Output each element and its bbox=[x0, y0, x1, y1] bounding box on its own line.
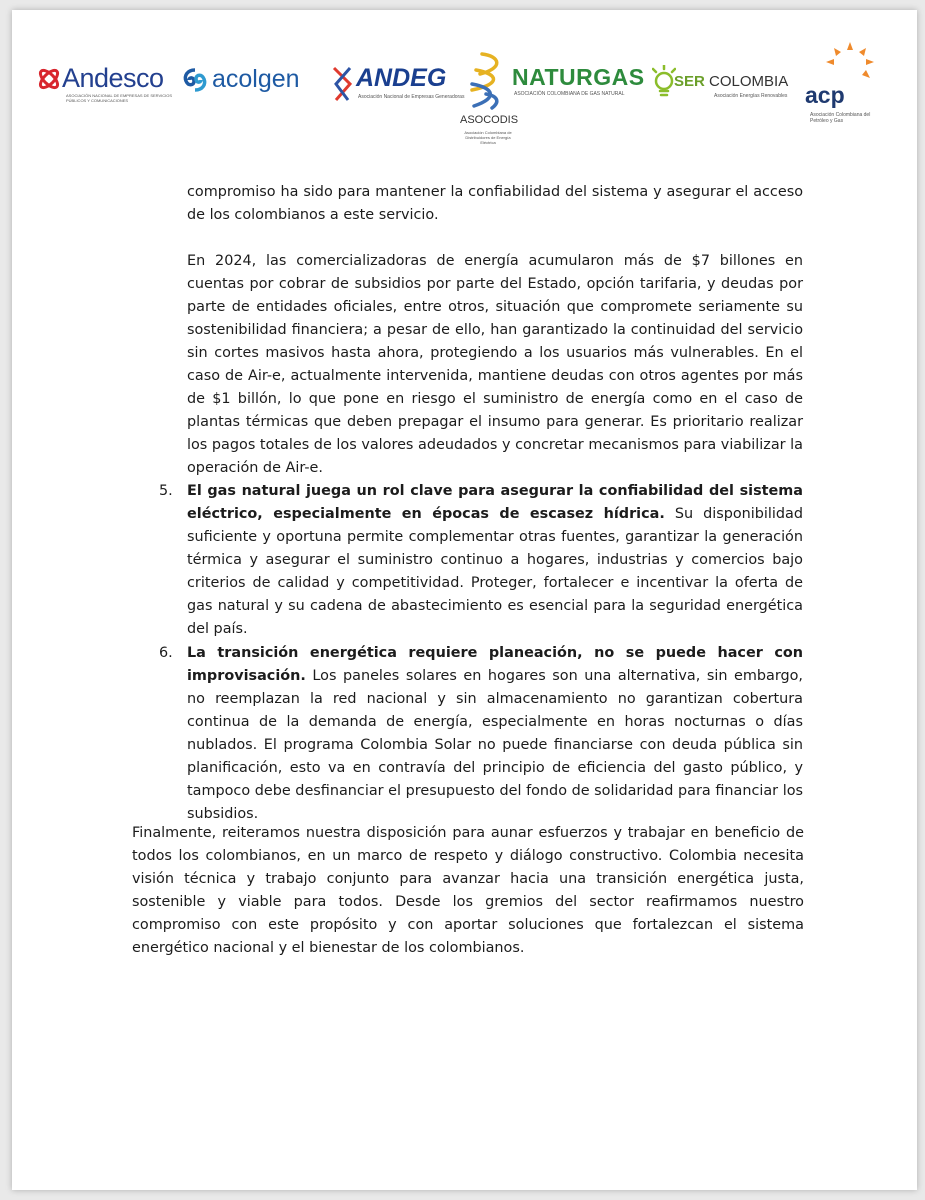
list-number: 6. bbox=[159, 645, 173, 661]
list-number: 5. bbox=[159, 483, 173, 499]
andeg-subtitle: Asociación Nacional de Empresas Generadoras bbox=[358, 94, 465, 100]
andesco-wordmark: Andesco bbox=[62, 63, 164, 93]
list-item-body: Los paneles solares en hogares son una alternativa, sin embargo, no reemplazan la red nacional y sin almacenamiento no garantizan cobertura continua de la demanda de energía, especialmente en horas nocturnas o días nublados. El programa Colombia Solar no puede financiarse con deuda pública sin planificación, esto va en contravía del principio de eficiencia del gasto público, y tampoco debe desfinanciar el presupuesto del fondo de solidaridad para financiar los subsidios. bbox=[187, 668, 803, 822]
document-body bbox=[12, 10, 917, 1190]
naturgas-wordmark: NATURGAS bbox=[512, 64, 645, 90]
ser-wordmark-part2: COLOMBIA bbox=[709, 73, 789, 90]
ser-wordmark-part1: SER bbox=[674, 73, 705, 90]
paragraph-continuation: compromiso ha sido para mantener la confiabilidad del sistema y asegurar el acceso de los colombianos a este servicio. bbox=[187, 184, 803, 223]
list-item-body: Su disponibilidad suficiente y oportuna permite complementar otras fuentes, garantizar la generación térmica y asegurar el suministro continuo a hogares, industrias y comercios bajo criterios de calidad y competitividad. Proteger, fortalecer e incentivar la oferta de gas natural y su cadena de abastecimiento es esencial para la seguridad energética del país. bbox=[187, 506, 803, 637]
asocodis-wordmark: ASOCODIS bbox=[460, 114, 519, 126]
paragraph-closing: Finalmente, reiteramos nuestra disposición para aunar esfuerzos y trabajar en beneficio de todos los colombianos, en un marco de respeto y diálogo constructivo. Colombia necesita visión técnica y trabajo conjunto para avanzar hacia una transición energética justa, sostenible y viable para todos. Desde los gremios del sector reafirmamos nuestro compromiso con este propósito y con aportar soluciones que fortalezcan el sistema energético nacional y el bienestar de los colombianos. bbox=[132, 825, 804, 956]
ser-colombia-subtitle: Asociación Energías Renovables bbox=[714, 93, 788, 99]
list-item-text bbox=[187, 480, 803, 641]
acp-subtitle: Asociación Colombiana del Petróleo y Gas bbox=[810, 112, 871, 124]
list-item-lead: El gas natural juega un rol clave para asegurar la confiabilidad del sistema eléctrico, especialmente en épocas de escasez hídrica. bbox=[187, 483, 803, 522]
list-item-lead: La transición energética requiere planeación, no se puede hacer con improvisación. bbox=[187, 645, 803, 684]
acp-wordmark: acp bbox=[805, 82, 845, 108]
naturgas-subtitle: ASOCIACIÓN COLOMBIANA DE GAS NATURAL bbox=[514, 91, 625, 97]
paragraph-2024-debts: En 2024, las comercializadoras de energía acumularon más de $7 billones en cuentas por cobrar de subsidios por parte del Estado, opción tarifaria, y deudas por parte de entidades oficiales, entre otros, situación que compromete seriamente su sostenibilidad financiera; a pesar de ello, han garantizado la continuidad del servicio sin cortes masivos hasta ahora, protegiendo a los usuarios más vulnerables. En el caso de Air-e, actualmente intervenida, mantiene deudas con otros agentes por más de $1 billón, lo que pone en riesgo el suministro de energía como en el caso de plantas térmicas que deben prepagar el insumo para generar. Es prioritario realizar los pagos totales de los valores adeudados y concretar mecanismos para viabilizar la operación de Air-e. bbox=[187, 253, 803, 476]
document-page bbox=[12, 10, 917, 1190]
acolgen-wordmark: acolgen bbox=[212, 65, 300, 93]
asocodis-subtitle: Asociación Colombiana de Distribuidores de Energía Eléctrica bbox=[464, 130, 512, 145]
andeg-wordmark: ANDEG bbox=[356, 64, 447, 92]
andesco-subtitle: ASOCIACIÓN NACIONAL DE EMPRESAS DE SERVICIOS PÚBLICOS Y COMUNICACIONES bbox=[66, 93, 173, 103]
list-item-text bbox=[187, 642, 803, 826]
